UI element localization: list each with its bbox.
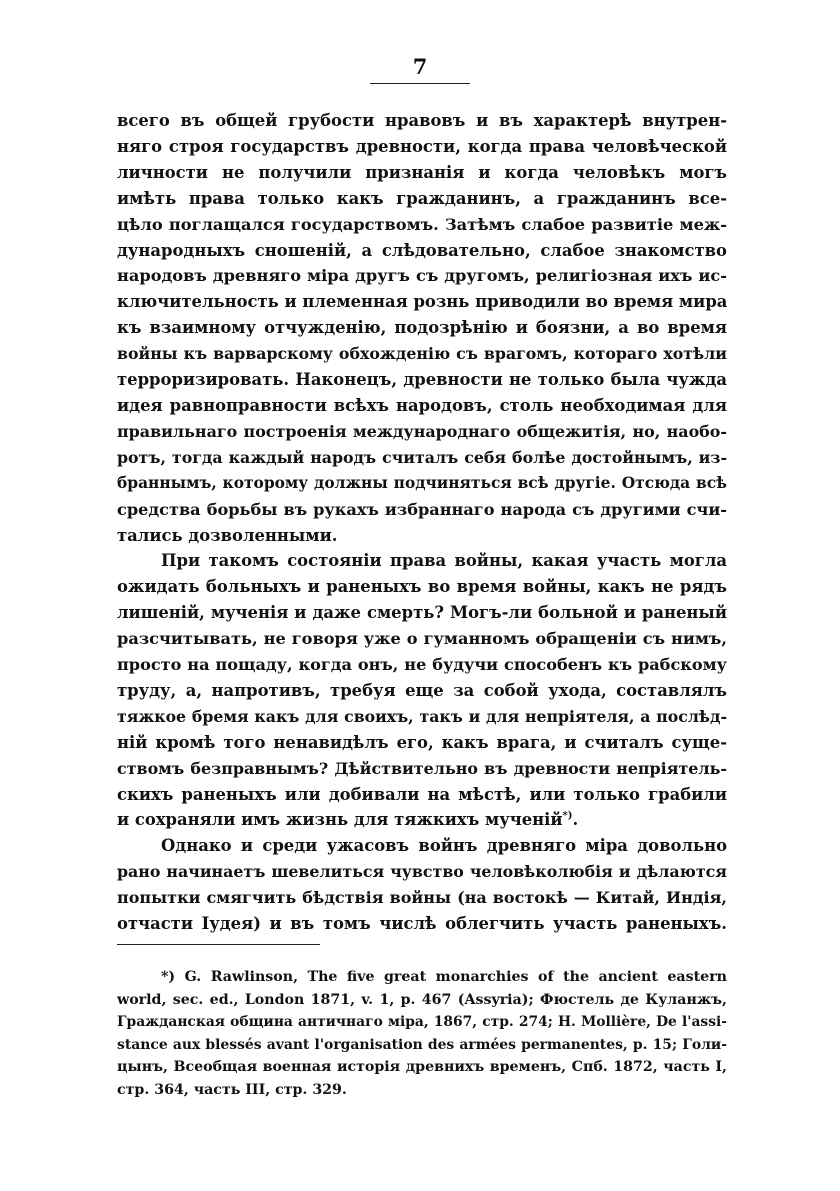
text-line: ствомъ безправнымъ? Дѣйствительно въ древности непріятель- [117,758,727,778]
text-line: лишеній, мученія и даже смерть? Могъ-ли больной и раненый [117,603,727,623]
footnote-separator [117,944,320,945]
text-line: войны къ варварскому обхожденію съ врагомъ, котораго хотѣли [117,344,727,364]
page-number-rule [370,83,470,84]
text-line: ожидать больныхъ и раненыхъ во время войны, какъ не рядъ [117,577,727,597]
text-line: дународныхъ сношеній, а слѣдовательно, слабое знакомство [117,240,727,260]
text-line: При такомъ состояніи права войны, какая участь могла [161,551,727,571]
text-line: правильнаго построенія международнаго общежитія, но, наобо- [117,421,727,441]
text-line: Однако и среди ужасовъ войнъ древняго міра довольно [161,836,727,856]
text-line: тяжкое бремя какъ для своихъ, такъ и для непріятеля, а послѣд- [117,706,727,726]
text-line: цѣло поглащался государствомъ. Затѣмъ слабое развитіе меж- [117,214,727,234]
footnote-line: world, sec. ed., London 1871, v. 1, p. 467 (Assyria); Фюстель де Куланжъ, [117,991,727,1008]
footnote-reference[interactable]: *) [562,811,573,822]
footnote-line: цынъ, Всеобщая военная исторія древнихъ временъ, Спб. 1872, часть I, [117,1059,727,1075]
footnote [117,966,727,1101]
text-line: личности не получили признанія и когда человѣкъ могъ [117,162,727,182]
text-line: браннымъ, которому должны подчиняться всѣ другіе. Отсюда всѣ [117,473,727,492]
text-line: рано начинаетъ шевелиться чувство человѣколюбія и дѣлаются [117,862,727,882]
text-line-text: и сохраняли имъ жизнь для тяжкихъ мученій [117,810,563,830]
text-line: скихъ раненыхъ или добивали на мѣстѣ, или только грабили [117,784,727,804]
text-line: идея равноправности всѣхъ народовъ, столь необходимая для [117,395,727,415]
text-line: попытки смягчить бѣдствія войны (на востокѣ — Китай, Индія, [117,888,727,908]
body-text [117,108,727,937]
text-line: средства борьбы въ рукахъ избраннаго народа съ другими счи- [117,499,727,519]
text-line: терроризировать. Наконецъ, древности не только была чужда [117,370,727,390]
text-line: ній кромѣ того ненавидѣлъ его, какъ врага, и считалъ суще- [117,732,727,752]
text-line: къ взаимному отчужденію, подозрѣнію и боязни, а во время [117,318,727,338]
text-line: отчасти Іудея) и въ томъ числѣ облегчить участь раненыхъ. [117,914,727,934]
footnote-line: *) G. Rawlinson, The five great monarchies of the ancient eastern [161,969,727,985]
paragraph-3 [117,833,727,937]
text-line-with-footnote [117,807,727,833]
text-line: труду, а, напротивъ, требуя еще за собой ухода, составлялъ [117,680,727,700]
text-line: разсчитывать, не говоря уже о гуманномъ обращеніи съ нимъ, [117,629,727,649]
paragraph-2 [117,548,727,833]
text-line: народовъ древняго міра другъ съ другомъ, религіозная ихъ ис- [117,266,727,286]
text-line-suffix: . [572,810,579,830]
footnote-line: Гражданская община античнаго міра, 1867, стр. 274; H. Mollière, De l'assi- [117,1014,727,1030]
text-line: тались дозволенными. [117,525,338,545]
text-line: всего въ общей грубости нравовъ и въ характерѣ внутрен- [117,111,727,130]
text-line: ключительность и племенная рознь приводили во время мира [117,292,728,312]
text-line: имѣть права только какъ гражданинъ, а гражданинъ все- [117,188,727,208]
page-number: 7 [412,54,428,79]
text-line: ротъ, тогда каждый народъ считалъ себя болѣе достойнымъ, из- [117,447,727,467]
footnote-line: stance aux blessés avant l'organisation des armées permanentes, p. 15; Голи- [117,1036,727,1053]
footnote-line: стр. 364, часть III, стр. 329. [117,1081,347,1098]
paragraph-1 [117,108,727,548]
text-line: просто на пощаду, когда онъ, не будучи способенъ къ рабскому [117,655,727,675]
text-line: няго строя государствъ древности, когда права человѣческой [117,136,727,156]
